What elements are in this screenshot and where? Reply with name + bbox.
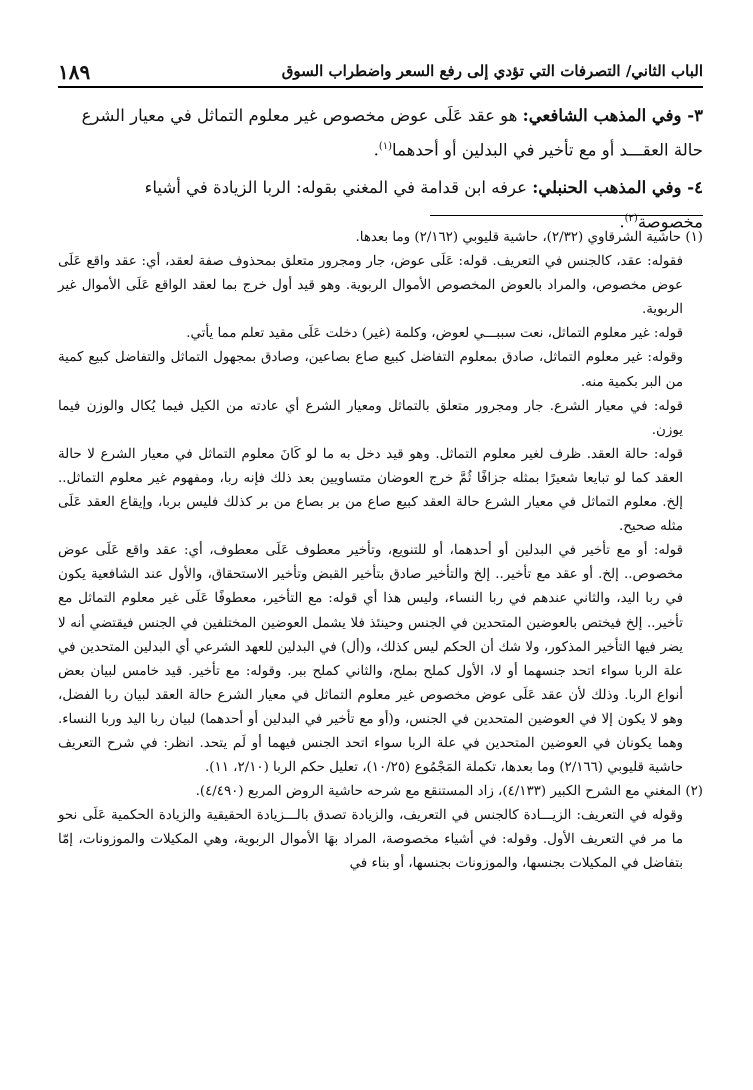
footnotes — [58, 226, 703, 877]
shafii-definition: هو عقد عَلَى عوض مخصوص غير معلوم التماثل في معيار الشرع حالة العقـــد أو مع تأخير في البدلين أو أحدهما — [81, 106, 703, 160]
footnote-2-para: وقوله في التعريف: الزيـــادة كالجنس في التعريف، والزيادة تصدق بالـــزيادة الحقيقية والزيادة الحكمية عَلَى نحو ما مر في التعريف الأول. وقوله: في أشياء مخصوصة، المراد بهَا الأموال الربوية، وهي المكيلات والموزونات، إمّا بتفاضل في المكيلات بجنسها، والموزونات بجنسها، أو بناء في — [58, 808, 683, 872]
footnote-1-para: قوله: غير معلوم التماثل، نعت سببـــي لعوض، وكلمة (غير) دخلت عَلَى مقيد تعلم مما يأتي. — [186, 326, 683, 342]
footnote-1-para: قوله: في معيار الشرع. جار ومجرور متعلق بالتماثل ومعيار الشرع أي عادته من الكيل فيما يُكال والوزن فيما يوزن. — [58, 398, 683, 438]
running-title: الباب الثاني/ التصرفات التي تؤدي إلى رفع السعر واضطراب السوق — [281, 62, 703, 80]
footnote-ref-2: (٢) — [624, 212, 638, 224]
footnote-2-source: (٢) المغني مع الشرح الكبير (٤/١٣٣)، زاد المستنقع مع شرحه حاشية الروض المربع (٤/٤٩٠). — [195, 784, 703, 800]
paragraph-hanbali: ٤- وفي المذهب الحنبلي: عرفه ابن قدامة في المغني بقوله: الربا الزيادة في أشياء مخصوصة$^{(٢)}$. — [144, 177, 703, 231]
footnote-ref-1: (١) — [378, 141, 393, 152]
page-header — [58, 58, 703, 88]
main-text — [58, 100, 703, 243]
footnote-separator — [430, 215, 703, 216]
hanbali-definition: عرفه ابن قدامة في المغني بقوله: الربا الزيادة في أشياء مخصوصة — [144, 177, 703, 231]
footnote-1-para: قوله: أو مع تأخير في البدلين أو أحدهما، أو للتنويع، وتأخير معطوف عَلَى معطوف، أي: عقد واقع عَلَى عوض مخصوص.. إلخ. أو عقد مع تأخير.. إلخ والتأخير صادق بتأخير القبض وتأخير الاستحقاق، والأول عند الشافعية يكون في ربا اليد، والثاني عندهم في ربا النساء، وليس هذا أي قوله: مع التأخير، معطوفًا عَلَى غير معلوم التماثل مع تأخير.. إلخ فيختص بالعوضين المتحدين في الجنس وحينئذ فلا يشمل العوضين المختلفين في الجنس فيقتضي أنه لا يضر فيها التأخير المذكور، ولا شك أن الحكم ليس كذلك، و(أل) في البدلين للعهد الشرعي أي البدلين المتحدين في علة الربا سواء اتحد جنسهما أو لا، الأول كملح بملح، والثاني كملح ببر. وقوله: مع تأخير. قيد خامس لبيان بعض أنواع الربا. وذلك لأن عقد عَلَى عوض مخصوص غير معلوم التماثل في معيار الشرع حالة العقد لبيان ربا الفضل، وهو لا يكون إلا في العوضين المتحدين في الجنس، و(أو مع تأخير في البدلين أو أحدهما) لبيان ربا اليد وربا النساء. وهما يكونان في العوضين المتحدين في علة الربا سواء اتحد الجنس فيهما أو لَم يتحد. انظر: في شرح التعريف حاشية قليوبي (٢/١٦٦) وما بعدها، تكملة المَجْمُوع (١٠/٢٥)، تعليل حكم الربا (٢/١٠، ١١). — [58, 543, 683, 776]
shafii-label: ٣- وفي المذهب الشافعي: — [522, 106, 703, 125]
footnote-1-para: فقوله: عقد، كالجنس في التعريف. قوله: عَلَى عوض، جار ومجرور متعلق بمحذوف صفة لعقد، أي: عقد واقع عَلَى عوض مخصوص، والمراد بالعوض المخصوص الأموال الربوية. وهو قيد أول خرج بما لعقد الواقع عَلَى الأموال غير الربوية. — [58, 254, 683, 318]
paragraph-shafii: ٣- وفي المذهب الشافعي: هو عقد عَلَى عوض مخصوص غير معلوم التماثل في معيار الشرع حالة العقـــد أو مع تأخير في البدلين أو أحدهما$^{(١)}$. — [81, 106, 703, 160]
hanbali-label: ٤- وفي المذهب الحنبلي: — [532, 177, 703, 197]
page-number: ١٨٩ — [58, 60, 91, 84]
footnote-1-para: قوله: حالة العقد. ظرف لغير معلوم التماثل. وهو قيد دخل به ما لو كَانَ معلوم التماثل في معيار الشرع لا حالة العقد كما لو تبايعا شعيرًا بمثله جزافًا ثُمَّ خرج العوضان متساويين بعد ذلك فإنه ربا، ومفهوم غير معلوم التماثل.. إلخ. معلوم التماثل في معيار الشرع حالة العقد كبيع صاع من بر بصاع من بر كذلك فليس بربا، وإيقاع العقد عَلَى مثله صحيح. — [58, 446, 683, 535]
footnote-1-para: وقوله: غير معلوم التماثل، صادق بمعلوم التفاضل كبيع صاع بصاعين، وصادق بمجهول التماثل والتفاضل كبيع كمية من البر بكمية منه. — [58, 350, 683, 390]
footnote-1-source: (١) حاشية الشرقاوي (٢/٣٢)، حاشية قليوبي (٢/١٦٢) وما بعدها. — [355, 230, 703, 245]
